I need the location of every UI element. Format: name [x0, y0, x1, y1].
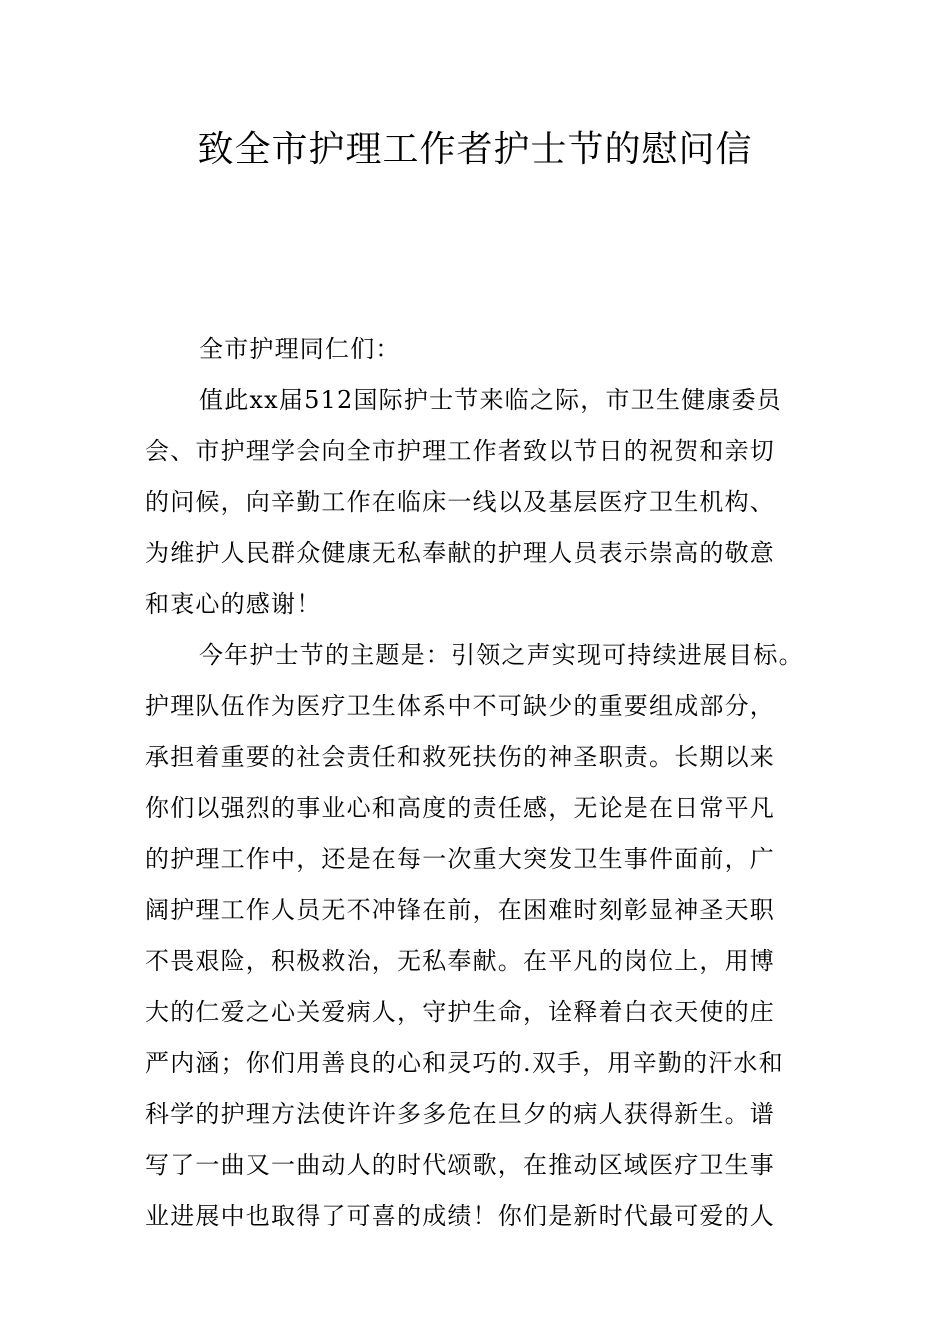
body-line: 护理队伍作为医疗卫生体系中不可缺少的重要组成部分，: [145, 692, 775, 720]
body-line: 阔护理工作人员无不冲锋在前，在困难时刻彰显神圣天职: [145, 896, 775, 924]
body-line: 承担着重要的社会责任和救死扶伤的神圣职责。长期以来: [145, 743, 775, 771]
body-line: 你们以强烈的事业心和高度的责任感，无论是在日常平凡: [145, 794, 775, 822]
document-title: 致全市护理工作者护士节的慰问信: [197, 129, 753, 170]
body-line: 不畏艰险，积极救治，无私奉献。在平凡的岗位上，用博: [145, 947, 775, 975]
salutation-line: 全市护理同仁们：: [199, 335, 401, 363]
body-line: 写了一曲又一曲动人的时代颂歌，在推动区域医疗卫生事: [145, 1151, 775, 1179]
body-line: 严内涵；你们用善良的心和灵巧的.双手，用辛勤的汗水和: [145, 1049, 784, 1077]
body-line: 的问候，向辛勤工作在临床一线以及基层医疗卫生机构、: [145, 488, 775, 516]
body-line: 今年护士节的主题是：引领之声实现可持续进展目标。: [199, 641, 804, 669]
body-line: 的护理工作中，还是在每一次重大突发卫生事件面前，广: [145, 845, 775, 873]
body-line: 和衷心的感谢！: [145, 590, 322, 618]
body-line: 值此xx届512国际护士节来临之际，市卫生健康委员: [199, 386, 782, 414]
body-line: 业进展中也取得了可喜的成绩！你们是新时代最可爱的人: [145, 1202, 775, 1230]
body-line: 大的仁爱之心关爱病人，守护生命，诠释着白衣天使的庄: [145, 998, 775, 1026]
body-line: 为维护人民群众健康无私奉献的护理人员表示崇高的敬意: [145, 539, 775, 567]
body-line: 会、市护理学会向全市护理工作者致以节日的祝贺和亲切: [145, 437, 775, 465]
body-line: 科学的护理方法使许许多多危在旦夕的病人获得新生。谱: [145, 1100, 775, 1128]
letter-body: [145, 324, 810, 1242]
